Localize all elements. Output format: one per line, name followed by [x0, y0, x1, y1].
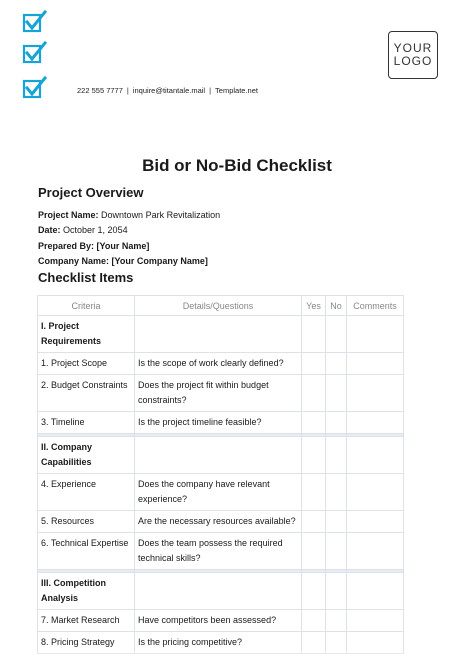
- criteria-cell: 3. Timeline: [38, 412, 135, 434]
- no-cell[interactable]: [326, 353, 347, 375]
- criteria-cell: I. Project Requirements: [38, 316, 135, 353]
- details-cell: Does the company have relevant experience?: [135, 474, 302, 511]
- field-label: Prepared By: [Your Name]: [38, 241, 150, 251]
- details-cell: Is the scope of work clearly defined?: [135, 353, 302, 375]
- contact-separator: |: [209, 86, 212, 95]
- project-name-field: [38, 210, 220, 221]
- logo-placeholder: [388, 31, 438, 79]
- table-row: [38, 511, 404, 533]
- table-header-row: [38, 296, 404, 316]
- prepared-by-field: [38, 241, 149, 252]
- criteria-cell: III. Competition Analysis: [38, 573, 135, 610]
- details-cell: [135, 437, 302, 474]
- details-cell: Does the team possess the required technical skills?: [135, 533, 302, 570]
- criteria-cell: 8. Pricing Strategy: [38, 632, 135, 654]
- column-header-details: Details/Questions: [135, 296, 302, 316]
- logo-text-line1: YOUR: [393, 41, 433, 55]
- column-header-criteria: Criteria: [38, 296, 135, 316]
- column-header-yes: Yes: [302, 296, 326, 316]
- document-title: Bid or No-Bid Checklist: [142, 156, 332, 175]
- yes-cell[interactable]: [302, 511, 326, 533]
- no-cell[interactable]: [326, 533, 347, 570]
- table-row: [38, 474, 404, 511]
- comments-cell[interactable]: [347, 474, 404, 511]
- no-cell[interactable]: [326, 316, 347, 353]
- comments-cell[interactable]: [347, 353, 404, 375]
- comments-cell[interactable]: [347, 437, 404, 474]
- no-cell[interactable]: [326, 474, 347, 511]
- table-body: [38, 316, 404, 654]
- details-cell: [135, 316, 302, 353]
- yes-cell[interactable]: [302, 533, 326, 570]
- no-cell[interactable]: [326, 412, 347, 434]
- field-label: Company Name: [Your Company Name]: [38, 256, 208, 266]
- table-section-row: [38, 437, 404, 474]
- contact-phone: 222 555 7777: [77, 86, 123, 95]
- contact-line: [77, 86, 258, 95]
- column-header-no: No: [326, 296, 347, 316]
- field-value: October 1, 2054: [63, 225, 128, 235]
- company-name-field: [38, 256, 208, 267]
- column-header-comments: Comments: [347, 296, 404, 316]
- yes-cell[interactable]: [302, 573, 326, 610]
- date-field: [38, 225, 128, 236]
- yes-cell[interactable]: [302, 437, 326, 474]
- details-cell: Does the project fit within budget constraints?: [135, 375, 302, 412]
- details-cell: Have competitors been assessed?: [135, 610, 302, 632]
- table-row: [38, 353, 404, 375]
- details-cell: [135, 573, 302, 610]
- yes-cell[interactable]: [302, 610, 326, 632]
- comments-cell[interactable]: [347, 511, 404, 533]
- contact-separator: |: [126, 86, 129, 95]
- yes-cell[interactable]: [302, 412, 326, 434]
- comments-cell[interactable]: [347, 533, 404, 570]
- comments-cell[interactable]: [347, 375, 404, 412]
- table-row: [38, 533, 404, 570]
- comments-cell[interactable]: [347, 316, 404, 353]
- contact-website[interactable]: Template.net: [215, 86, 258, 95]
- comments-cell[interactable]: [347, 412, 404, 434]
- no-cell[interactable]: [326, 573, 347, 610]
- comments-cell[interactable]: [347, 573, 404, 610]
- table-section-row: [38, 316, 404, 353]
- table-row: [38, 375, 404, 412]
- yes-cell[interactable]: [302, 316, 326, 353]
- contact-email[interactable]: inquire@titantale.mail: [132, 86, 206, 95]
- criteria-cell: 4. Experience: [38, 474, 135, 511]
- field-label: Project Name:: [38, 210, 99, 220]
- checkbox-checked-icon: [22, 76, 48, 102]
- criteria-cell: 1. Project Scope: [38, 353, 135, 375]
- page-fade: [0, 650, 474, 671]
- field-value: Downtown Park Revitalization: [101, 210, 221, 220]
- no-cell[interactable]: [326, 375, 347, 412]
- criteria-cell: 5. Resources: [38, 511, 135, 533]
- no-cell[interactable]: [326, 610, 347, 632]
- criteria-cell: 7. Market Research: [38, 610, 135, 632]
- table-row: [38, 412, 404, 434]
- yes-cell[interactable]: [302, 474, 326, 511]
- no-cell[interactable]: [326, 437, 347, 474]
- table-section-row: [38, 573, 404, 610]
- checklist-table: [37, 295, 404, 654]
- logo-text-line2: LOGO: [393, 54, 433, 68]
- overview-heading: Project Overview: [38, 185, 144, 200]
- yes-cell[interactable]: [302, 375, 326, 412]
- criteria-cell: 6. Technical Expertise: [38, 533, 135, 570]
- yes-cell[interactable]: [302, 353, 326, 375]
- field-label: Date:: [38, 225, 61, 235]
- criteria-cell: 2. Budget Constraints: [38, 375, 135, 412]
- checklist-heading: Checklist Items: [38, 270, 134, 285]
- comments-cell[interactable]: [347, 610, 404, 632]
- checkbox-checked-icon: [22, 10, 48, 36]
- table-row: [38, 610, 404, 632]
- no-cell[interactable]: [326, 511, 347, 533]
- checkbox-checked-icon: [22, 41, 48, 67]
- criteria-cell: II. Company Capabilities: [38, 437, 135, 474]
- details-cell: Is the project timeline feasible?: [135, 412, 302, 434]
- details-cell: Is the pricing competitive?: [135, 632, 302, 654]
- details-cell: Are the necessary resources available?: [135, 511, 302, 533]
